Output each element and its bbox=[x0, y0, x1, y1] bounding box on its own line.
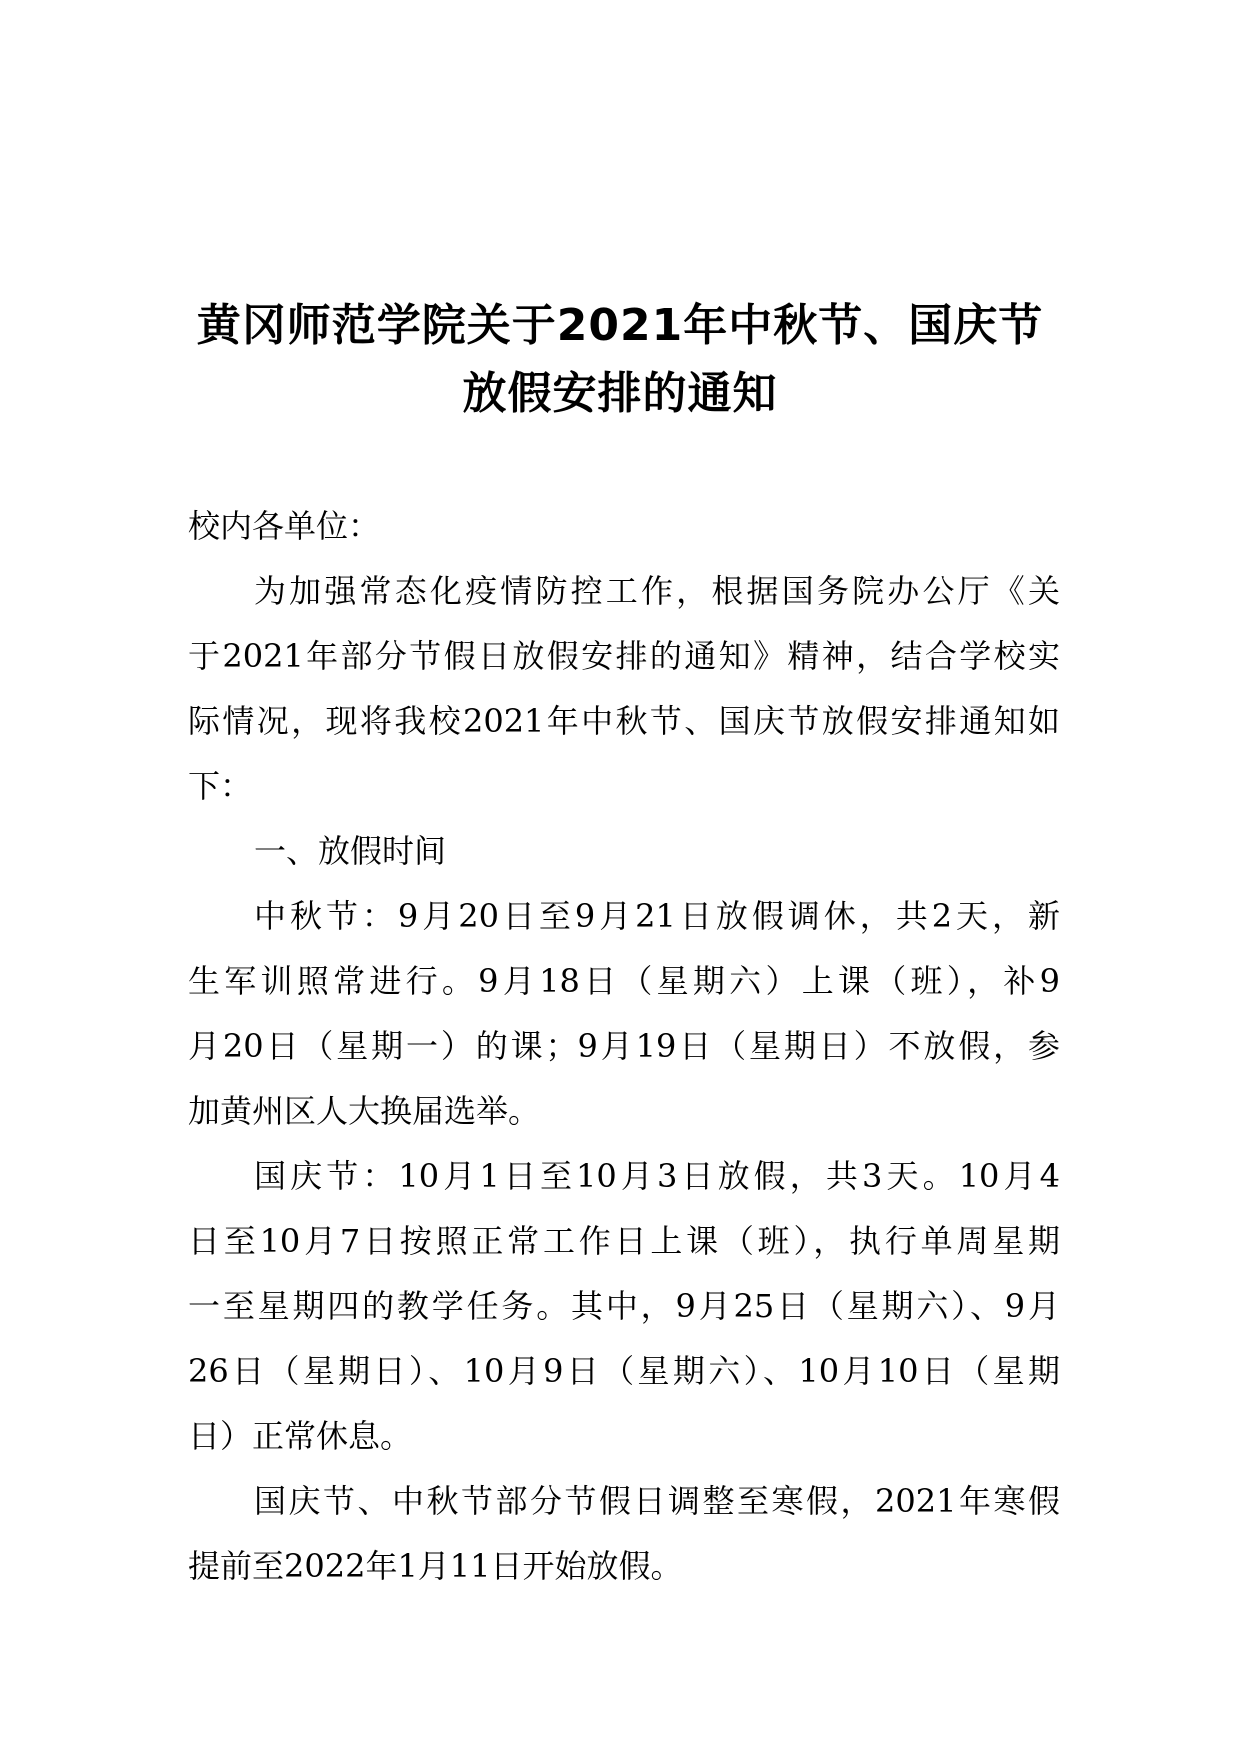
mid-autumn-line: 生军训照常进行。9月18日（星期六）上课（班），补9 bbox=[188, 962, 1060, 1000]
winter-line: 国庆节、中秋节部分节假日调整至寒假，2021年寒假 bbox=[254, 1482, 1060, 1520]
intro-line: 下： bbox=[188, 767, 253, 805]
intro-line: 为加强常态化疫情防控工作，根据国务院办公厅《关 bbox=[254, 572, 1060, 610]
mid-autumn-line: 中秋节：9月20日至9月21日放假调休，共2天，新 bbox=[254, 897, 1060, 935]
salutation: 校内各单位： bbox=[188, 507, 381, 545]
winter-line: 提前至2022年1月11日开始放假。 bbox=[188, 1547, 683, 1585]
mid-autumn-line: 月20日（星期一）的课；9月19日（星期日）不放假，参 bbox=[188, 1027, 1060, 1065]
national-day-line: 国庆节：10月1日至10月3日放假，共3天。10月4 bbox=[254, 1157, 1060, 1195]
intro-paragraph bbox=[188, 559, 1060, 819]
national-day-line: 日）正常休息。 bbox=[188, 1417, 413, 1455]
mid-autumn-paragraph bbox=[188, 884, 1060, 1144]
title-line-2: 放假安排的通知 bbox=[462, 368, 778, 419]
intro-line: 际情况，现将我校2021年中秋节、国庆节放假安排通知如 bbox=[188, 702, 1060, 740]
title-line-1: 黄冈师范学院关于2021年中秋节、国庆节 bbox=[196, 300, 1044, 351]
section-heading: 一、放假时间 bbox=[254, 832, 447, 870]
document-body bbox=[188, 494, 1060, 1599]
document-title bbox=[150, 292, 1090, 428]
national-day-line: 26日（星期日）、10月9日（星期六）、10月10日（星期 bbox=[188, 1352, 1060, 1390]
national-day-line: 一至星期四的教学任务。其中，9月25日（星期六）、9月 bbox=[188, 1287, 1060, 1325]
mid-autumn-line: 加黄州区人大换届选举。 bbox=[188, 1092, 541, 1130]
national-day-line: 日至10月7日按照正常工作日上课（班），执行单周星期 bbox=[188, 1222, 1060, 1260]
intro-line: 于2021年部分节假日放假安排的通知》精神，结合学校实 bbox=[188, 637, 1060, 675]
winter-paragraph bbox=[188, 1469, 1060, 1599]
national-day-paragraph bbox=[188, 1144, 1060, 1469]
